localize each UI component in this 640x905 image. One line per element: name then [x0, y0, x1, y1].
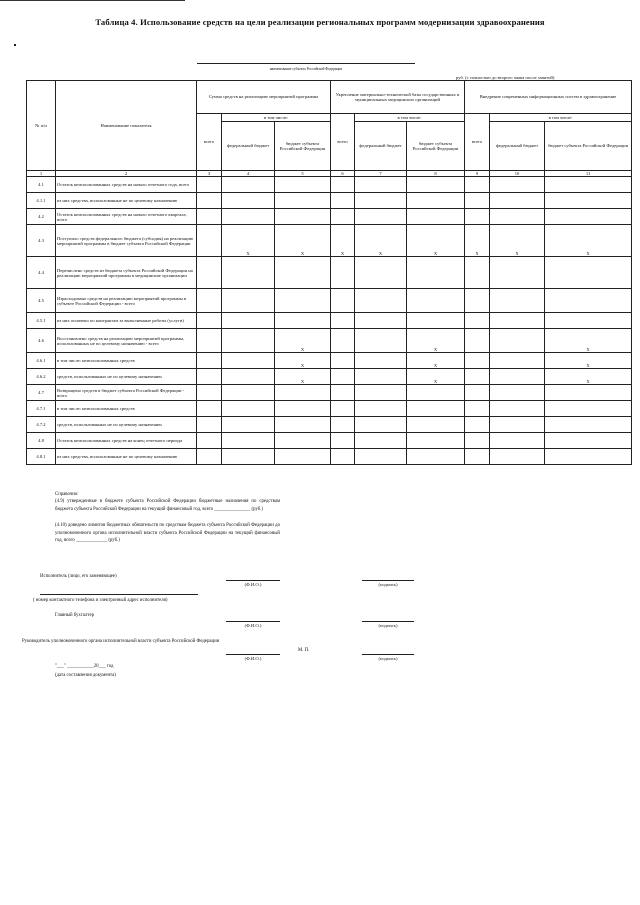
table-cell: X	[331, 225, 355, 257]
table-cell	[465, 417, 490, 433]
header-federal: федеральный бюджет	[222, 122, 275, 171]
table-cell	[275, 449, 331, 465]
header-total: всего	[465, 114, 490, 171]
header-in-that-number: в том числе:	[222, 114, 331, 122]
table-cell	[465, 401, 490, 417]
column-number: 10	[490, 171, 545, 177]
table-cell	[355, 289, 407, 313]
table-cell	[197, 209, 222, 225]
table-cell	[222, 433, 275, 449]
row-label: Перечислено средств из бюджета субъекта Российской Федерации на реализацию мероприятий программы в медицинские организации	[56, 257, 197, 289]
notes-header: Справочно:	[55, 492, 79, 497]
table-cell	[197, 417, 222, 433]
table-cell	[490, 449, 545, 465]
accountant-label: Главный бухгалтер	[55, 613, 94, 618]
table-cell	[355, 353, 407, 369]
table-cell	[222, 289, 275, 313]
table-cell	[407, 449, 465, 465]
header-total: всего	[197, 114, 222, 171]
table-cell	[490, 385, 545, 401]
table-cell	[465, 433, 490, 449]
table-cell	[545, 417, 632, 433]
header-in-that-number: в том числе:	[355, 114, 465, 122]
table-cell	[197, 289, 222, 313]
table-cell	[222, 193, 275, 209]
row-label: в том числе: неиспользованных средств	[56, 353, 197, 369]
table-row	[27, 289, 632, 313]
column-number: 1	[27, 171, 56, 177]
table-row	[27, 433, 632, 449]
funds-table	[26, 80, 632, 465]
row-label: из них средства, использованные не по целевому назначению	[56, 193, 197, 209]
row-number: 4.7.2	[27, 417, 56, 433]
table-cell	[197, 313, 222, 329]
table-cell	[222, 177, 275, 193]
row-label: Поступило средств федерального бюджета (субсидия) на реализацию мероприятий программы в бюджет субъекта Российской Федерации	[56, 225, 197, 257]
table-cell	[197, 257, 222, 289]
header-subject: бюджет субъекта Российской Федерации	[545, 122, 632, 171]
table-cell	[490, 369, 545, 385]
table-cell	[465, 449, 490, 465]
table-cell	[222, 369, 275, 385]
table-cell	[331, 353, 355, 369]
table-cell	[355, 401, 407, 417]
table-cell: X	[407, 369, 465, 385]
column-number: 4	[222, 171, 275, 177]
row-number: 4.6.1	[27, 353, 56, 369]
accountant-fio-line	[226, 621, 280, 622]
row-number: 4.1	[27, 177, 56, 193]
table-row	[27, 313, 632, 329]
table-cell	[197, 449, 222, 465]
executor-fio-line	[226, 580, 280, 581]
table-cell	[197, 329, 222, 353]
table-cell	[197, 401, 222, 417]
table-cell	[545, 385, 632, 401]
column-number: 8	[407, 171, 465, 177]
table-cell	[331, 313, 355, 329]
header-total: всего	[331, 114, 355, 171]
table-cell	[331, 289, 355, 313]
table-row	[27, 225, 632, 257]
table-row	[27, 329, 632, 353]
table-cell	[355, 417, 407, 433]
table-cell	[331, 433, 355, 449]
table-cell	[545, 289, 632, 313]
table-cell	[197, 225, 222, 257]
table-cell	[465, 313, 490, 329]
table-cell: X	[275, 353, 331, 369]
table-cell	[407, 433, 465, 449]
date-caption: (дата составления документа)	[55, 673, 116, 678]
column-number: 2	[56, 171, 197, 177]
table-cell	[355, 449, 407, 465]
row-number: 4.6.2	[27, 369, 56, 385]
table-cell	[331, 369, 355, 385]
column-number: 11	[545, 171, 632, 177]
table-cell: X	[407, 225, 465, 257]
table-cell	[490, 433, 545, 449]
header-federal: федеральный бюджет	[490, 122, 545, 171]
table-cell	[331, 177, 355, 193]
table-cell	[465, 289, 490, 313]
table-cell	[465, 177, 490, 193]
phone-line	[40, 594, 198, 595]
table-cell: X	[275, 369, 331, 385]
row-label: Остаток неиспользованных средств на начало отчетного года, всего	[56, 177, 197, 193]
table-cell	[355, 329, 407, 353]
row-number: 4.8.1	[27, 449, 56, 465]
executor-signature-caption: (подпись)	[378, 582, 398, 587]
table-cell	[222, 329, 275, 353]
table-cell	[355, 193, 407, 209]
table-row	[27, 417, 632, 433]
header-name: Наименование показателя	[56, 81, 197, 171]
header-num: № п/п	[27, 81, 56, 171]
table-cell	[465, 353, 490, 369]
date-line: "___" ___________20___ год	[55, 664, 114, 669]
table-cell	[465, 193, 490, 209]
row-label: Израсходовано средств на реализацию мероприятий программы в субъекте Российской Федерации - всего	[56, 289, 197, 313]
table-cell	[355, 209, 407, 225]
head-label: Руководитель уполномоченного органа исполнительной власти субъекта Российской Федерации	[22, 639, 220, 644]
header-federal: федеральный бюджет	[355, 122, 407, 171]
table-cell	[275, 193, 331, 209]
header-subject: бюджет субъекта Российской Федерации	[407, 122, 465, 171]
accountant-signature-line	[362, 621, 414, 622]
table-cell	[275, 313, 331, 329]
table-cell: X	[465, 225, 490, 257]
table-cell	[490, 417, 545, 433]
table-cell	[407, 177, 465, 193]
table-row	[27, 401, 632, 417]
table-cell	[275, 289, 331, 313]
table-cell	[197, 177, 222, 193]
row-label: средств, использованных не по целевому назначению	[56, 417, 197, 433]
table-cell	[222, 353, 275, 369]
row-number: 4.5.1	[27, 313, 56, 329]
table-row	[27, 369, 632, 385]
head-signature-caption: (подпись)	[378, 656, 398, 661]
table-cell	[490, 193, 545, 209]
table-cell	[407, 209, 465, 225]
row-label: Возвращено средств в бюджет субъекта Российской Федерации - всего	[56, 385, 197, 401]
table-cell	[490, 329, 545, 353]
row-number: 4.6	[27, 329, 56, 353]
table-cell	[465, 369, 490, 385]
header-in-that-number: в том числе:	[490, 114, 632, 122]
table-row	[27, 449, 632, 465]
table-cell	[407, 313, 465, 329]
table-cell	[275, 209, 331, 225]
table-cell	[275, 177, 331, 193]
head-signature-line	[362, 654, 414, 655]
table-cell	[222, 401, 275, 417]
table-cell	[331, 257, 355, 289]
column-number: 7	[355, 171, 407, 177]
row-label: средств, использованных не по целевому назначению	[56, 369, 197, 385]
row-number: 4.2	[27, 209, 56, 225]
table-cell	[407, 257, 465, 289]
table-cell	[545, 193, 632, 209]
reference-notes	[55, 491, 280, 554]
column-number: 5	[275, 171, 331, 177]
row-label: Остаток неиспользованных средств на начало отчетного квартала, всего	[56, 209, 197, 225]
table-cell	[490, 209, 545, 225]
accountant-signature-caption: (подпись)	[378, 623, 398, 628]
row-label: в том числе: неиспользованных средств	[56, 401, 197, 417]
table-cell	[275, 385, 331, 401]
table-cell	[331, 385, 355, 401]
table-cell: X	[407, 329, 465, 353]
executor-fio-caption: (Ф.И.О.)	[244, 582, 262, 587]
table-cell	[275, 401, 331, 417]
table-cell	[355, 433, 407, 449]
phone-caption: ( номер контактного телефона и электронный адрес исполнителя)	[33, 598, 168, 603]
note-4-10: (4.10) доведено лимитов бюджетных обязательств по средствам бюджета субъекта Российской Федерации до уполномоченного органа исполнительной власти субъекта Российской Федерации на текущий финансовый год, всего _____________ (руб.)	[55, 523, 280, 544]
units-note: руб. (с точностью до второго знака после запятой)	[456, 75, 555, 80]
table-cell	[355, 177, 407, 193]
table-cell	[275, 433, 331, 449]
table-cell	[331, 449, 355, 465]
table-cell	[407, 417, 465, 433]
table-cell	[355, 385, 407, 401]
table-cell: X	[545, 329, 632, 353]
table-cell	[222, 385, 275, 401]
head-fio-line	[226, 654, 280, 655]
table-row	[27, 193, 632, 209]
table-cell	[490, 177, 545, 193]
table-cell	[545, 257, 632, 289]
table-cell	[490, 257, 545, 289]
table-cell: X	[490, 225, 545, 257]
row-number: 4.4	[27, 257, 56, 289]
table-cell	[545, 401, 632, 417]
note-4-9: (4.9) утвержденные в бюджете субъекта Российской Федерации бюджетные назначения по средствам бюджета субъекта Российской Федерации на текущий финансовый год, всего _______________ (руб.)	[55, 499, 280, 512]
table-cell	[331, 193, 355, 209]
row-number: 4.3	[27, 225, 56, 257]
row-number: 4.7.1	[27, 401, 56, 417]
head-fio-caption: (Ф.И.О.)	[244, 656, 262, 661]
table-cell	[465, 257, 490, 289]
table-cell	[355, 369, 407, 385]
row-number: 4.1.1	[27, 193, 56, 209]
column-number: 9	[465, 171, 490, 177]
table-cell: X	[355, 225, 407, 257]
page-title: Таблица 4. Использование средств на цели реализации региональных программ модернизации здравоохранения	[95, 17, 545, 27]
table-cell	[545, 313, 632, 329]
table-cell	[407, 289, 465, 313]
table-cell	[222, 257, 275, 289]
row-label: Остаток неиспользованных средств на конец отчетного периода	[56, 433, 197, 449]
table-row	[27, 353, 632, 369]
table-cell	[222, 313, 275, 329]
table-cell	[407, 193, 465, 209]
group-header-material-base: Укрепление материально-технической базы государственных и муниципальных медицинских организаций	[331, 81, 465, 114]
stray-dot	[14, 44, 16, 46]
row-label: из них оплачено по контрактам за выполненные работы (услуги)	[56, 313, 197, 329]
table-cell	[197, 193, 222, 209]
executor-label: Исполнитель (лицо, его заменяющее)	[40, 574, 117, 579]
table-cell	[407, 401, 465, 417]
header-subject: бюджет субъекта Российской Федерации	[275, 122, 331, 171]
table-cell	[490, 313, 545, 329]
table-cell	[465, 329, 490, 353]
stamp-label: М. П.	[298, 648, 310, 653]
table-row	[27, 209, 632, 225]
table-cell	[490, 353, 545, 369]
table-cell	[465, 385, 490, 401]
table-cell	[222, 417, 275, 433]
top-rule	[0, 0, 185, 3]
table-row	[27, 177, 632, 193]
column-number: 3	[197, 171, 222, 177]
table-cell	[197, 385, 222, 401]
table-cell: X	[275, 225, 331, 257]
table-cell	[275, 417, 331, 433]
accountant-fio-caption: (Ф.И.О.)	[244, 623, 262, 628]
row-label: из них средства, использованные не по целевому назначению	[56, 449, 197, 465]
row-label: Восстановлено средств на реализацию мероприятий программы, использованных не по целевому назначению - всего	[56, 329, 197, 353]
table-cell	[545, 177, 632, 193]
table-cell	[407, 385, 465, 401]
table-cell: X	[222, 225, 275, 257]
table-cell	[222, 209, 275, 225]
table-cell: X	[545, 369, 632, 385]
table-cell	[331, 329, 355, 353]
table-cell	[197, 353, 222, 369]
table-cell	[355, 257, 407, 289]
table-cell	[545, 449, 632, 465]
table-cell	[490, 401, 545, 417]
row-number: 4.5	[27, 289, 56, 313]
subject-name-line	[197, 63, 415, 64]
row-number: 4.8	[27, 433, 56, 449]
table-cell	[197, 369, 222, 385]
group-header-total: Сумма средств на реализацию мероприятий программы	[197, 81, 331, 114]
table-cell	[331, 209, 355, 225]
table-row	[27, 385, 632, 401]
executor-signature-line	[362, 580, 414, 581]
table-row	[27, 257, 632, 289]
table-cell	[545, 209, 632, 225]
table-cell	[355, 313, 407, 329]
subject-name-caption: наименование субъекта Российской Федерации	[269, 67, 343, 71]
row-number: 4.7	[27, 385, 56, 401]
table-cell	[490, 289, 545, 313]
table-cell	[331, 417, 355, 433]
table-cell	[465, 209, 490, 225]
group-header-info-systems: Внедрение современных информационных систем в здравоохранение	[465, 81, 632, 114]
table-cell: X	[407, 353, 465, 369]
table-cell	[545, 433, 632, 449]
table-cell	[275, 257, 331, 289]
table-cell: X	[545, 353, 632, 369]
table-cell: X	[275, 329, 331, 353]
table-cell	[197, 433, 222, 449]
table-cell: X	[545, 225, 632, 257]
table-cell	[331, 401, 355, 417]
column-number: 6	[331, 171, 355, 177]
table-cell	[222, 449, 275, 465]
